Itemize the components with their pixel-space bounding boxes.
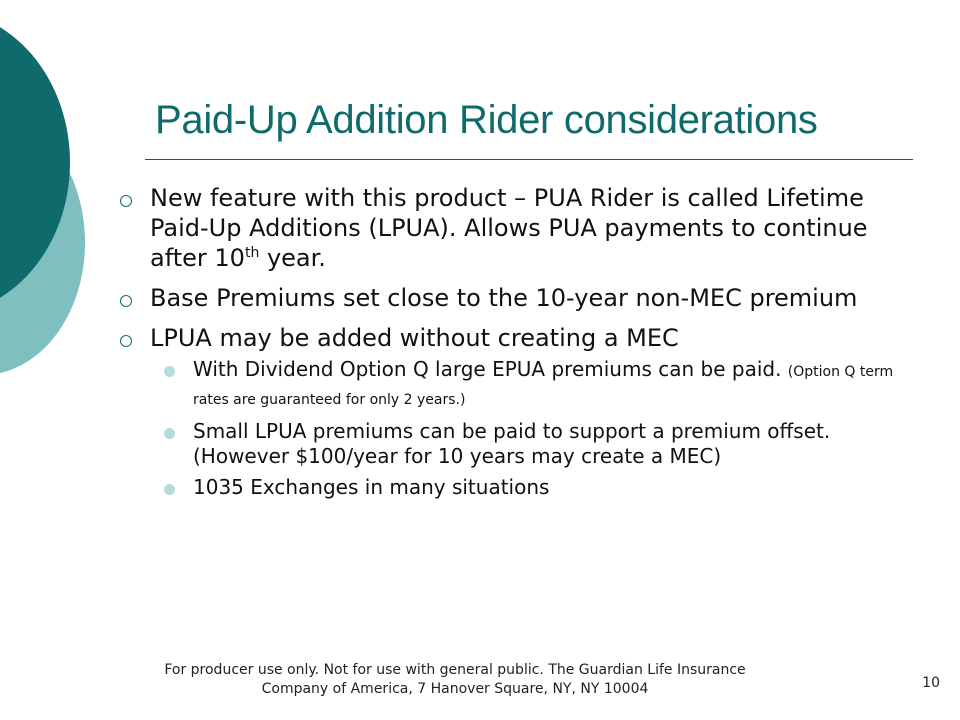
hollow-circle-bullet-icon [120,335,132,347]
sub-bullet-item [110,419,900,469]
bullet-text: LPUA may be added without creating a MEC [150,324,679,352]
hollow-circle-bullet-icon [120,195,132,207]
sub-bullet-text: Small LPUA premiums can be paid to support a premium offset. (However $100/year for 10 years may create a MEC) [193,419,831,468]
bullet-text: New feature with this product – PUA Rider is called Lifetime Paid-Up Additions (LPUA). Allows PUA payments to continue after 10th year. [150,184,868,272]
page-number: 10 [922,675,940,691]
superscript: th [244,245,260,261]
filled-dot-bullet-icon [164,484,175,495]
footer-disclaimer [95,661,815,699]
sub-bullet-text: 1035 Exchanges in many situations [193,475,550,499]
hollow-circle-bullet-icon [120,295,132,307]
sub-bullet-item [110,475,900,500]
filled-dot-bullet-icon [164,366,175,377]
bullet-item [110,183,900,273]
bullet-item [110,323,900,353]
sub-bullet-item [110,357,900,413]
slide-body [110,183,900,506]
footer-line-2: Company of America, 7 Hanover Square, NY, NY 10004 [261,681,649,697]
footer-line-1: For producer use only. Not for use with general public. The Guardian Life Insurance [164,662,746,678]
filled-dot-bullet-icon [164,428,175,439]
title-divider [145,159,913,160]
sub-bullet-text: With Dividend Option Q large EPUA premiums can be paid. (Option Q term rates are guaranteed for only 2 years.) [193,357,894,408]
bullet-text: Base Premiums set close to the 10-year non-MEC premium [150,284,858,312]
bullet-item [110,283,900,313]
slide-title: Paid-Up Addition Rider considerations [155,98,818,142]
sub-bullet-note: (Option Q term rates are guaranteed for only 2 years.) [193,364,894,408]
